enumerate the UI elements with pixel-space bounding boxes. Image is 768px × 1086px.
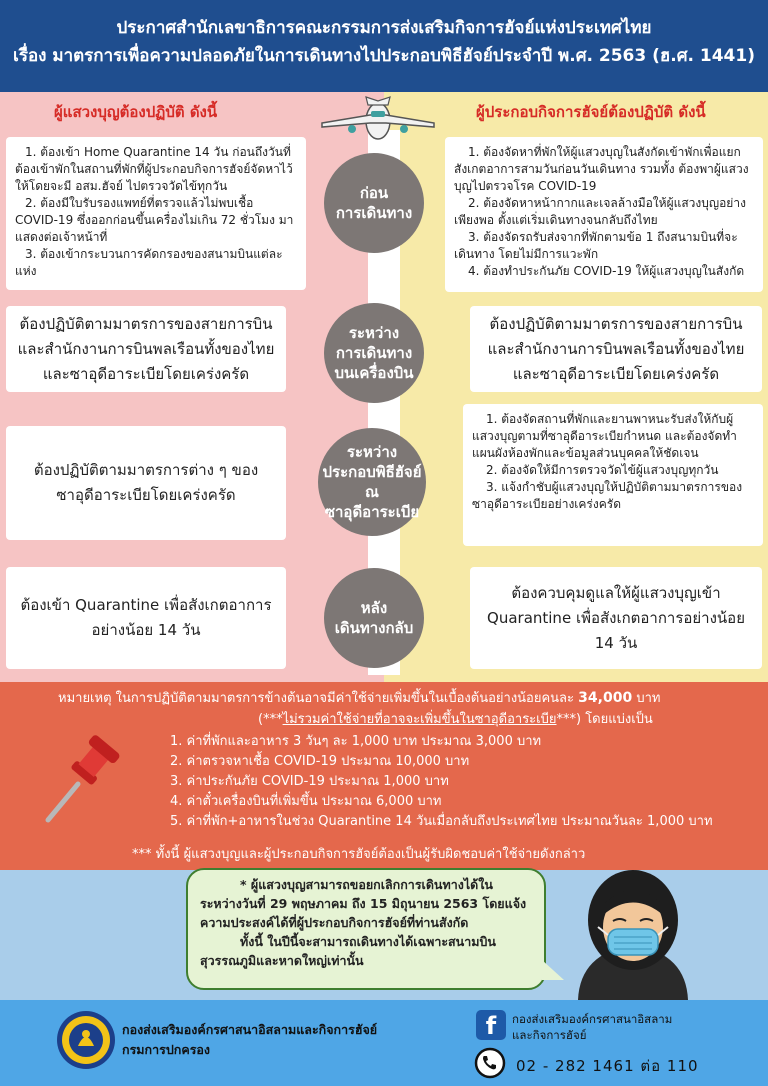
stage-during-flight (324, 303, 424, 403)
note-prefix: หมายเหตุ ในการปฏิบัติตามมาตรการข้างต้นอาจมีค่าใช้จ่ายเพิ่มขึ้นในเบื้องต้นอย่างน้อยคนละ (58, 691, 575, 706)
list-item: 3. แจ้งกำชับผู้แสวงบุญให้ปฏิบัติตามมาตรการของซาอุดีอาระเบียอย่างเคร่งครัด (472, 480, 743, 511)
stage-before-travel (324, 153, 424, 253)
note-sub-underlined: ไม่รวมค่าใช้จ่ายที่อาจจะเพิ่มขึ้นในซาอุดีอาระเบีย (282, 712, 557, 727)
stage-label: การเดินทาง (335, 344, 413, 362)
stage-label: ณ (365, 483, 379, 501)
stage-label: ก่อน (359, 184, 389, 202)
list-item: 2. ต้องจัดหาหน้ากากและเจลล้างมือให้ผู้แสวงบุญอย่างเพียงพอ ตั้งแต่เริ่มเดินทางจนกลับถึงไทย (454, 196, 746, 227)
note-amount: 34,000 (578, 690, 633, 706)
list-item: 4. ค่าตั๋วเครื่องบินที่เพิ่มขึ้น ประมาณ 6,000 บาท (170, 794, 442, 809)
list-item: 1. ต้องจัดหาที่พักให้ผู้แสวงบุญในสังกัดเข้าพักเพื่อแยกสังเกตอาการสามวันก่อนวันเดินทาง รวมทั้ง ต้องพาผู้แสวงบุญไปตรวจโรค COVID-19 (454, 145, 749, 193)
list-item: 2. ต้องมีใบรับรองแพทย์ที่ตรวจแล้วไม่พบเชื้อ COVID-19 ซึ่งออกก่อนขึ้นเครื่องไม่เกิน 72 ชั่วโมง มาแสดงต่อเจ้าหน้าที่ (15, 196, 294, 244)
fb-line2: และกิจการฮัจย์ (512, 1028, 587, 1042)
header-banner (0, 0, 768, 92)
stage3-operator-box (463, 404, 763, 546)
stage-label: ประกอบพิธีฮัจย์ (322, 463, 422, 481)
list-item: 1. ต้องจัดสถานที่พักและยานพาหนะรับส่งให้กับผู้แสวงบุญตามที่ซาอุดีอาระเบียกำหนด และต้องจัดทำแผนผังห้องพักและข้อมูลส่วนบุคคลให้ชัดเจน (472, 412, 737, 460)
list-item: ต้องเข้า Quarantine เพื่อสังเกตอาการอย่างน้อย 14 วัน (20, 596, 272, 639)
list-item: 5. ค่าที่พัก+อาหารในช่วง Quarantine 14 วันเมื่อกลับถึงประเทศไทย ประมาณวันละ 1,000 บาท (170, 814, 713, 829)
note-sub-open: (*** (258, 712, 283, 727)
left-column-title: ผู้แสวงบุญต้องปฏิบัติ ดังนี้ (54, 103, 218, 121)
stage4-pilgrim-box (6, 567, 286, 669)
facebook-icon: f (476, 1010, 506, 1040)
stage4-operator-box (470, 567, 762, 669)
right-column-title: ผู้ประกอบกิจการฮัจย์ต้องปฏิบัติ ดังนี้ (476, 103, 706, 121)
list-item: 3. ต้องเข้ากระบวนการคัดกรองของสนามบินแต่ละแห่ง (15, 247, 283, 278)
list-item: ต้องปฏิบัติตามมาตรการของสายการบินและสำนักงานการบินพลเรือนทั้งของไทยและซาอุดีอาระเบียโดยเคร่งครัด (487, 314, 745, 383)
stage-label: ระหว่าง (348, 324, 400, 342)
cost-note-heading (58, 688, 660, 709)
list-item: 3. ต้องจัดรถรับส่งจากที่พักตามข้อ 1 ถึงสนามบินที่จะเดินทาง โดยไม่มีการแวะพัก (454, 230, 738, 261)
bubble-text-2: ทั้งนี้ ในปีนี้จะสามารถเดินทางได้เฉพาะสนามบินสุวรรณภูมิและหาดใหญ่เท่านั้น (200, 934, 496, 968)
stage-label: ระหว่าง (346, 443, 398, 461)
stage-after-return (324, 568, 424, 668)
note-sub-close: ***) โดยแบ่งเป็น (556, 712, 653, 727)
org-line2: กรมการปกครอง (122, 1042, 211, 1057)
list-item: 1. ค่าที่พักและอาหาร 3 วันๆ ละ 1,000 บาท ประมาณ 3,000 บาท (170, 734, 542, 749)
header-title-line1: ประกาศสำนักเลขาธิการคณะกรรมการส่งเสริมกิจการฮัจย์แห่งประเทศไทย (116, 18, 652, 38)
list-item: ต้องปฏิบัติตามมาตรการของสายการบินและสำนักงานการบินพลเรือนทั้งของไทยและซาอุดีอาระเบียโดยเคร่งครัด (17, 314, 275, 383)
stage1-operator-box (445, 137, 763, 292)
stage-during-hajj (318, 428, 426, 536)
stage1-pilgrim-box (6, 137, 306, 290)
organization-name (122, 1020, 377, 1060)
cost-list (170, 732, 713, 832)
stage-label: บนเครื่องบิน (334, 364, 414, 382)
list-item: 3. ค่าประกันภัย COVID-19 ประมาณ 1,000 บาท (170, 774, 449, 789)
header-title-line2: เรื่อง มาตรการเพื่อความปลอดภัยในการเดินทางไปประกอบพิธีฮัจย์ประจำปี พ.ศ. 2563 (ฮ.ศ. 1441) (13, 46, 755, 66)
org-line1: กองส่งเสริมองค์กรศาสนาอิสลามและกิจการฮัจย์ (122, 1022, 378, 1037)
department-seal-icon (56, 1010, 116, 1070)
list-item: 4. ต้องทำประกันภัย COVID-19 ให้ผู้แสวงบุญในสังกัด (468, 264, 745, 278)
list-item: ต้องปฏิบัติตามมาตรการต่าง ๆ ของซาอุดีอาระเบียโดยเคร่งครัด (33, 461, 259, 504)
stage2-operator-box (470, 306, 762, 392)
note-unit: บาท (636, 691, 661, 706)
cost-note-subheading (258, 710, 653, 730)
cost-note-footer: *** ทั้งนี้ ผู้แสวงบุญและผู้ประกอบกิจการฮัจย์ต้องเป็นผู้รับผิดชอบค่าใช้จ่ายดังกล่าว (132, 847, 586, 862)
fb-line1: กองส่งเสริมองค์กรศาสนาอิสลาม (512, 1012, 673, 1026)
phone-number: 02 - 282 1461 ต่อ 110 (516, 1057, 699, 1075)
stage2-pilgrim-box (6, 306, 286, 392)
list-item: ต้องควบคุมดูแลให้ผู้แสวงบุญเข้า Quarantine เพื่อสังเกตอาการอย่างน้อย 14 วัน (487, 583, 745, 652)
stage-label: ซาอุดีอาระเบีย (324, 503, 420, 521)
stage-label: หลัง (360, 599, 388, 617)
facebook-page-name (512, 1011, 672, 1043)
stage-label: เดินทางกลับ (334, 619, 414, 637)
stage3-pilgrim-box (6, 426, 286, 540)
airplane-icon (318, 93, 438, 143)
cancellation-bubble (186, 868, 546, 990)
masked-person-icon (568, 865, 698, 1000)
phone-icon (474, 1047, 506, 1079)
list-item: 1. ต้องเข้า Home Quarantine 14 วัน ก่อนถึงวันที่ต้องเข้าพักในสถานที่พักที่ผู้ประกอบกิจการฮัจย์จัดหาไว้ให้โดยจะมี อสม.ฮัจย์ ไปตรวจวัดไข้ทุกวัน (15, 145, 293, 193)
stage-label: การเดินทาง (335, 204, 413, 222)
list-item: 2. ค่าตรวจหาเชื้อ COVID-19 ประมาณ 10,000 บาท (170, 754, 470, 769)
list-item: 2. ต้องจัดให้มีการตรวจวัดไข้ผู้แสวงบุญทุกวัน (486, 463, 719, 477)
bubble-text-1: * ผู้แสวงบุญสามารถขอยกเลิกการเดินทางได้ในระหว่างวันที่ 29 พฤษภาคม ถึง 15 มิถุนายน 2563 โดยแจ้งความประสงค์ได้ที่ผู้ประกอบกิจการฮัจย์ที่ท่านสังกัด (200, 877, 527, 930)
pushpin-icon (40, 726, 130, 826)
